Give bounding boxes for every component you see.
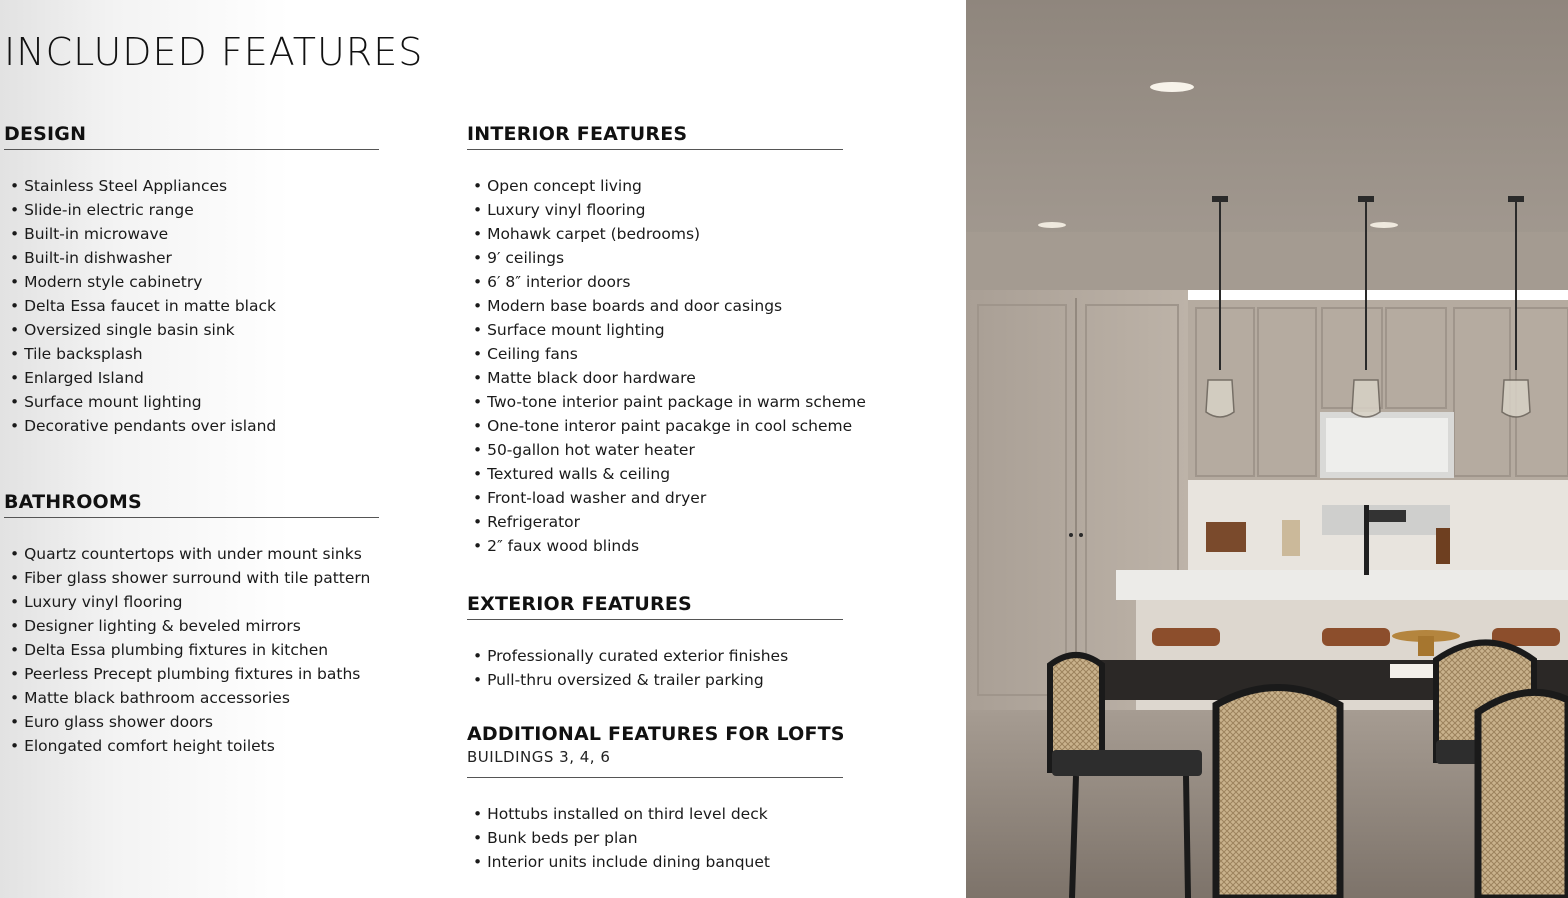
feature-item: • Hottubs installed on third level deck — [473, 802, 843, 826]
feature-item: • 2″ faux wood blinds — [473, 534, 843, 558]
feature-item: • Built-in dishwasher — [10, 246, 379, 270]
feature-item: • Built-in microwave — [10, 222, 379, 246]
feature-item: • Decorative pendants over island — [10, 414, 379, 438]
exterior-section — [467, 592, 843, 692]
feature-item: • Matte black door hardware — [473, 366, 843, 390]
feature-item: • Open concept living — [473, 174, 843, 198]
lofts-section — [467, 722, 843, 874]
feature-item: • 9′ ceilings — [473, 246, 843, 270]
feature-item: • Oversized single basin sink — [10, 318, 379, 342]
feature-item: • Delta Essa faucet in matte black — [10, 294, 379, 318]
feature-item: • Surface mount lighting — [10, 390, 379, 414]
feature-item: • 50-gallon hot water heater — [473, 438, 843, 462]
feature-item: • Ceiling fans — [473, 342, 843, 366]
feature-item: • Tile backsplash — [10, 342, 379, 366]
interior-section — [467, 122, 866, 558]
feature-item: • Mohawk carpet (bedrooms) — [473, 222, 843, 246]
feature-item: • Delta Essa plumbing fixtures in kitchen — [10, 638, 379, 662]
kitchen-photo — [966, 0, 1568, 898]
feature-item: • Luxury vinyl flooring — [10, 590, 379, 614]
bathrooms-heading: BATHROOMS — [4, 491, 142, 513]
interior-divider — [467, 149, 843, 150]
feature-item: • Interior units include dining banquet — [473, 850, 843, 874]
lofts-subheading: BUILDINGS 3, 4, 6 — [467, 748, 611, 766]
design-section — [4, 122, 379, 438]
feature-item: • Pull-thru oversized & trailer parking — [473, 668, 843, 692]
feature-item: • Refrigerator — [473, 510, 843, 534]
feature-item: • Luxury vinyl flooring — [473, 198, 843, 222]
feature-item: • 6′ 8″ interior doors — [473, 270, 843, 294]
lofts-list — [467, 802, 843, 874]
design-divider — [4, 149, 379, 150]
design-list — [4, 174, 379, 438]
feature-item: • Euro glass shower doors — [10, 710, 379, 734]
feature-item: • Surface mount lighting — [473, 318, 843, 342]
feature-item: • Designer lighting & beveled mirrors — [10, 614, 379, 638]
interior-list — [467, 174, 866, 558]
lofts-divider — [467, 777, 843, 778]
feature-item: • Modern base boards and door casings — [473, 294, 843, 318]
exterior-heading: EXTERIOR FEATURES — [467, 593, 692, 615]
exterior-list — [467, 644, 843, 692]
feature-item: • Slide-in electric range — [10, 198, 379, 222]
design-heading: DESIGN — [4, 123, 87, 145]
feature-item: • Textured walls & ceiling — [473, 462, 843, 486]
bathrooms-divider — [4, 517, 379, 518]
feature-item: • Stainless Steel Appliances — [10, 174, 379, 198]
feature-item: • Fiber glass shower surround with tile pattern — [10, 566, 379, 590]
interior-heading: INTERIOR FEATURES — [467, 123, 688, 145]
feature-item: • Professionally curated exterior finishes — [473, 644, 843, 668]
feature-item: • Two-tone interior paint package in warm scheme — [473, 390, 843, 414]
lofts-heading: ADDITIONAL FEATURES FOR LOFTS — [467, 723, 845, 745]
feature-item: • Peerless Precept plumbing fixtures in baths — [10, 662, 379, 686]
feature-item: • Matte black bathroom accessories — [10, 686, 379, 710]
bathrooms-section — [4, 490, 379, 758]
feature-item: • Elongated comfort height toilets — [10, 734, 379, 758]
feature-item: • Modern style cabinetry — [10, 270, 379, 294]
exterior-divider — [467, 619, 843, 620]
feature-item: • One-tone interor paint pacakge in cool scheme — [473, 414, 843, 438]
bathrooms-list — [4, 542, 379, 758]
feature-item: • Enlarged Island — [10, 366, 379, 390]
feature-item: • Bunk beds per plan — [473, 826, 843, 850]
feature-item: • Quartz countertops with under mount sinks — [10, 542, 379, 566]
page-title: INCLUDED FEATURES — [4, 30, 424, 74]
feature-item: • Front-load washer and dryer — [473, 486, 843, 510]
